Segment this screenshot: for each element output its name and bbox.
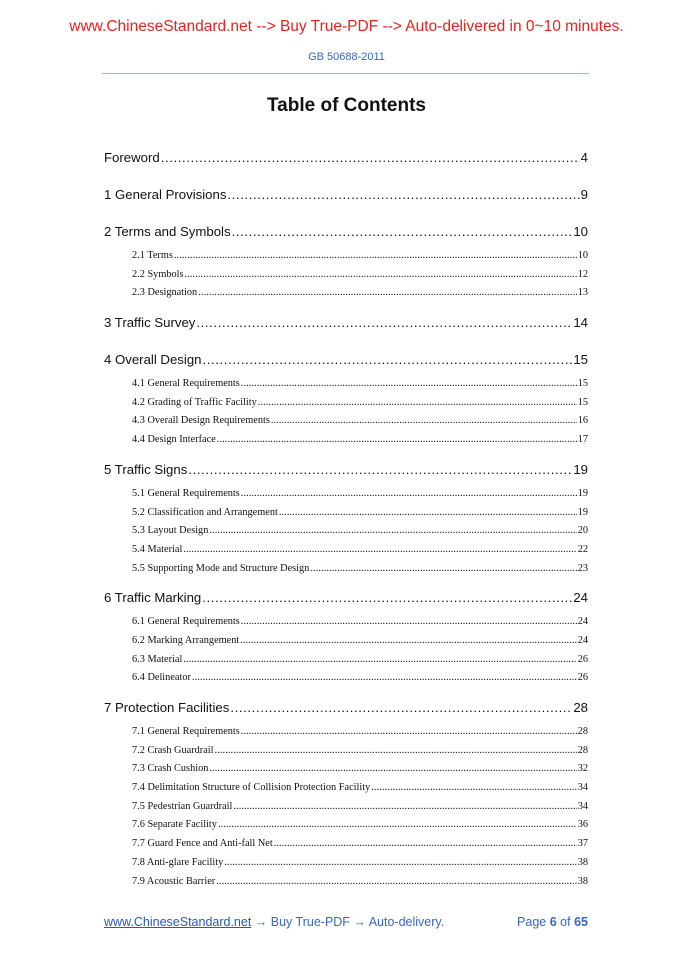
toc-label: 6.2 Marking Arrangement: [132, 634, 240, 646]
toc-section[interactable]: [104, 654, 588, 673]
toc-label: 5.1 General Requirements: [132, 487, 240, 499]
toc-page: 26: [577, 672, 588, 684]
toc-label: 7.7 Guard Fence and Anti-fall Net: [132, 838, 273, 850]
page-current: 6: [549, 915, 557, 929]
toc-label: 3 Traffic Survey: [104, 315, 196, 331]
toc-label: 7 Protection Facilities: [104, 700, 230, 715]
leader-dots: [279, 507, 577, 518]
toc-section[interactable]: [104, 745, 588, 764]
leader-dots: [198, 287, 576, 298]
toc-page: 36: [577, 819, 588, 831]
toc-section[interactable]: [104, 672, 588, 691]
toc-label: Foreword: [104, 150, 160, 165]
toc-page: 34: [577, 800, 588, 812]
toc-page: 28: [577, 726, 588, 737]
toc-label: 1 General Provisions: [104, 187, 227, 202]
toc-section[interactable]: [104, 434, 588, 453]
toc-section[interactable]: [104, 507, 588, 526]
toc-page: 37: [577, 838, 588, 850]
footer-link[interactable]: www.ChineseStandard.net: [104, 915, 252, 929]
toc-section[interactable]: [104, 782, 588, 801]
footer-promo: [104, 915, 444, 929]
toc-sections-7: [104, 726, 588, 894]
page-of: of: [560, 915, 571, 929]
toc-label: 6 Traffic Marking: [104, 590, 202, 606]
leader-dots: [188, 462, 572, 477]
toc-page: 32: [577, 763, 588, 775]
toc-label: 7.9 Acoustic Barrier: [132, 875, 216, 887]
toc-page: 24: [577, 616, 588, 628]
toc-section[interactable]: [104, 801, 588, 820]
toc-label: 6.3 Material: [132, 653, 183, 665]
toc-page: 38: [577, 875, 588, 887]
leader-dots: [218, 819, 577, 830]
leader-dots: [240, 635, 576, 646]
leader-dots: [202, 590, 572, 605]
toc-section[interactable]: [104, 544, 588, 563]
leader-dots: [230, 700, 572, 715]
toc-label: 4.3 Overall Design Requirements: [132, 415, 270, 427]
toc-section[interactable]: [104, 635, 588, 654]
toc-page: 13: [577, 287, 588, 299]
toc-page: 15: [573, 352, 588, 368]
toc-page: 23: [577, 562, 588, 574]
toc-page: 19: [577, 506, 588, 518]
toc-label: 5 Traffic Signs: [104, 461, 188, 477]
toc-page: 4: [580, 150, 588, 165]
toc-section[interactable]: [104, 488, 588, 507]
toc-page: 15: [577, 396, 588, 408]
toc-section[interactable]: [104, 287, 588, 306]
toc-chapter-foreword[interactable]: [104, 150, 588, 170]
page-title: Table of Contents: [266, 95, 427, 116]
toc-page: 9: [580, 187, 588, 202]
toc-page: 19: [577, 487, 588, 499]
leader-dots: [209, 525, 576, 536]
page-total: 65: [574, 915, 588, 929]
toc-label: 2.2 Symbols: [132, 268, 184, 280]
leader-dots: [161, 150, 580, 165]
leader-dots: [192, 672, 577, 683]
toc-label: 5.5 Supporting Mode and Structure Design: [132, 562, 310, 574]
page-word: Page: [517, 915, 547, 929]
page-footer: [104, 915, 588, 933]
leader-dots: [216, 876, 576, 887]
toc-chapter-2[interactable]: [104, 224, 588, 244]
toc-chapter-7[interactable]: [104, 700, 588, 720]
toc-chapter-6[interactable]: [104, 590, 588, 610]
leader-dots: [241, 726, 577, 737]
toc-section[interactable]: [104, 563, 588, 582]
header-divider: [102, 73, 589, 74]
leader-dots: [227, 187, 579, 202]
toc-page: 10: [577, 250, 588, 261]
toc-label: 2.1 Terms: [132, 250, 173, 261]
toc-section[interactable]: [104, 397, 588, 416]
toc-label: 6.4 Delineator: [132, 672, 191, 684]
toc-chapter-3[interactable]: [104, 315, 588, 335]
leader-dots: [241, 488, 577, 499]
toc-page: 24: [573, 590, 588, 606]
toc-label: 7.5 Pedestrian Guardrail: [132, 800, 233, 812]
leader-dots: [232, 224, 573, 239]
leader-dots: [224, 857, 576, 868]
toc-page: 28: [577, 744, 588, 756]
toc-label: 6.1 General Requirements: [132, 616, 240, 628]
toc-section[interactable]: [104, 819, 588, 838]
toc-sections-2: [104, 250, 588, 306]
toc-page: 28: [573, 700, 588, 715]
standard-number: GB 50688-2011: [308, 51, 385, 63]
table-of-contents: [104, 150, 588, 894]
toc-section[interactable]: [104, 763, 588, 782]
leader-dots: [233, 801, 576, 812]
banner: www.ChineseStandard.net --> Buy True-PDF --> Auto-delivered in 0~10 minutes.: [69, 18, 624, 35]
leader-dots: [209, 763, 576, 774]
toc-sections-6: [104, 616, 588, 691]
toc-page: 17: [577, 434, 588, 446]
toc-section[interactable]: [104, 838, 588, 857]
toc-page: 15: [577, 378, 588, 390]
toc-chapter-1[interactable]: [104, 187, 588, 207]
toc-page: 14: [573, 315, 588, 331]
toc-chapter-5[interactable]: [104, 462, 588, 482]
leader-dots: [202, 352, 572, 367]
toc-chapter-4[interactable]: [104, 352, 588, 372]
leader-dots: [271, 415, 577, 426]
toc-label: 4 Overall Design: [104, 352, 202, 368]
toc-label: 5.4 Material: [132, 543, 183, 555]
leader-dots: [185, 269, 577, 280]
toc-label: 7.8 Anti-glare Facility: [132, 856, 224, 868]
toc-page: 10: [573, 224, 588, 239]
leader-dots: [258, 397, 577, 408]
leader-dots: [183, 544, 576, 555]
toc-section[interactable]: [104, 876, 588, 895]
leader-dots: [196, 315, 572, 330]
toc-label: 5.2 Classification and Arrangement: [132, 506, 278, 518]
leader-dots: [274, 838, 577, 849]
toc-section[interactable]: [104, 726, 588, 745]
leader-dots: [183, 654, 576, 665]
leader-dots: [310, 563, 576, 574]
toc-page: 22: [577, 543, 588, 555]
toc-label: 4.2 Grading of Traffic Facility: [132, 396, 257, 408]
leader-dots: [217, 434, 577, 445]
leader-dots: [241, 616, 577, 627]
toc-section[interactable]: [104, 269, 588, 288]
leader-dots: [241, 378, 577, 389]
toc-label: 2.3 Designation: [132, 287, 198, 299]
toc-label: 2 Terms and Symbols: [104, 224, 231, 239]
leader-dots: [371, 782, 576, 793]
toc-page: 24: [577, 634, 588, 646]
page-indicator: [517, 915, 588, 929]
toc-section[interactable]: [104, 415, 588, 434]
toc-label: 7.6 Separate Facility: [132, 819, 217, 831]
leader-dots: [215, 745, 577, 756]
toc-page: 12: [577, 268, 588, 280]
toc-page: 26: [577, 653, 588, 665]
toc-label: 7.1 General Requirements: [132, 726, 240, 737]
toc-label: 7.2 Crash Guardrail: [132, 744, 214, 756]
toc-label: 7.3 Crash Cushion: [132, 763, 209, 775]
footer-tagline: → Buy True-PDF → Auto-delivery.: [251, 915, 445, 929]
toc-page: 34: [577, 782, 588, 794]
toc-page: 38: [577, 856, 588, 868]
toc-section[interactable]: [104, 616, 588, 635]
toc-page: 16: [577, 415, 588, 427]
toc-label: 4.4 Design Interface: [132, 434, 216, 446]
toc-page: 20: [577, 525, 588, 537]
leader-dots: [174, 250, 577, 261]
toc-section[interactable]: [104, 525, 588, 544]
toc-label: 7.4 Delimitation Structure of Collision Protection Facility: [132, 782, 371, 794]
toc-section[interactable]: [104, 250, 588, 269]
toc-label: 5.3 Layout Design: [132, 525, 209, 537]
toc-label: 4.1 General Requirements: [132, 378, 240, 390]
toc-page: 19: [573, 461, 588, 477]
toc-sections-4: [104, 378, 588, 453]
toc-section[interactable]: [104, 857, 588, 876]
toc-section[interactable]: [104, 378, 588, 397]
toc-sections-5: [104, 488, 588, 581]
